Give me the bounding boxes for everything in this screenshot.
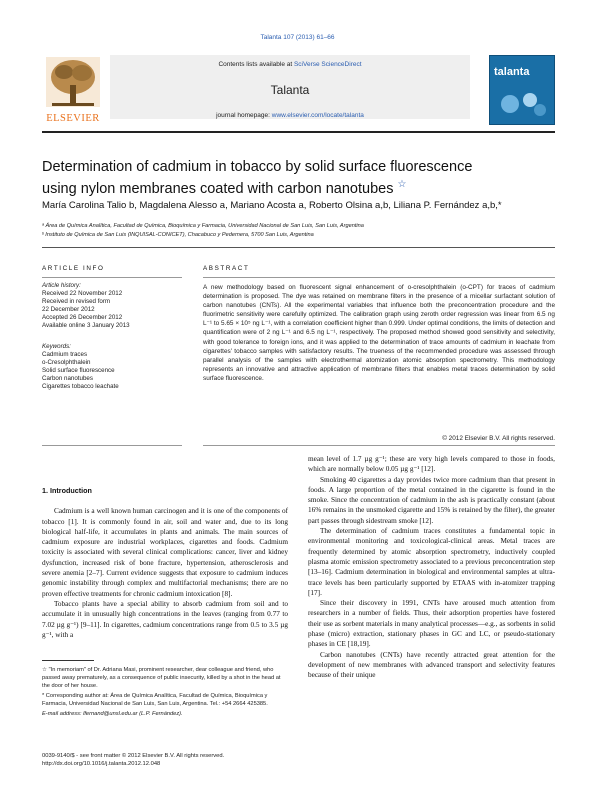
affiliation-a: ᵃ Área de Química Analítica, Facultad de Química, Bioquímica y Farmacia, Universidad Nacional de San Luis, San Luis, Argentina — [42, 223, 364, 229]
footnotes — [42, 666, 288, 720]
elsevier-wordmark: ELSEVIER — [46, 113, 100, 124]
article-info-rule — [42, 277, 182, 278]
body-column-left — [42, 486, 288, 640]
contents-line — [110, 61, 470, 68]
title-rule — [42, 247, 555, 248]
keyword-item: Carbon nanotubes — [42, 375, 93, 382]
section-heading: 1. Introduction — [42, 486, 92, 495]
elsevier-tree-icon — [42, 55, 104, 127]
elsevier-logo[interactable] — [42, 55, 104, 127]
cover-graphic-icon — [496, 88, 550, 120]
body-paragraph: Tobacco plants have a special ability to absorb cadmium from soil and to accumulate it in unusually high concentrations in the leaves (ranging from 0.77 to 7.02 µg g⁻¹) [9–11]. In cigarettes, cadmium concentrations range from 0.5 to 3.5 µg g⁻¹, with a — [42, 599, 288, 639]
journal-homepage-link[interactable]: www.elsevier.com/locate/talanta — [271, 112, 364, 119]
body-paragraph: The determination of cadmium traces constitutes a fundamental topic in environmental monitoring and toxicological-clinical areas. Metal traces are frequently determined by atomic absorption spectrometry, inductively coupled plasma atomic emission spectrometry associated to a previous preconcentration step [13–16]. Cadmium determination in biological and environmental samples at ultra-trace levels has been particularly supported by ETAAS with in-atomizer trapping [17]. — [308, 527, 555, 597]
sciencedirect-link[interactable]: SciVerse ScienceDirect — [293, 61, 362, 68]
history-entry: Received 22 November 2012 — [42, 290, 123, 297]
bottom-meta — [42, 752, 342, 769]
body-column-right — [308, 454, 555, 681]
article-history — [42, 282, 182, 330]
keyword-item: o-Cresolphthalein — [42, 359, 91, 366]
homepage-line — [110, 112, 470, 119]
keywords-label: Keywords: — [42, 343, 71, 350]
body-paragraph: Carbon nanotubes (CNTs) have recently attracted great attention for the development of new membranes with advanced transport and selectivity features because of their unique — [308, 650, 555, 680]
contents-prefix: Contents lists available at — [218, 61, 294, 68]
journal-header — [42, 55, 555, 129]
journal-reference[interactable]: Talanta 107 (2013) 61–66 — [260, 34, 335, 41]
abstract-rule — [203, 277, 555, 278]
body-paragraph: mean level of 1.7 µg g⁻¹; these are very high levels compared to those in foods, which are normally below 0.05 µg g⁻¹ [12]. — [308, 455, 555, 474]
history-entry: Available online 3 January 2013 — [42, 322, 130, 329]
corresponding-author-footnote: * Corresponding author at: Área de Química Analítica, Facultad de Química, Bioquímica y Farmacia, Universidad Nacional de San Luis, San Luis, Argentina. Tel.: +54 2664 425385. — [42, 693, 268, 707]
keyword-item: Solid surface fluorescence — [42, 367, 115, 374]
issn-line: 0039-9140/$ - see front matter © 2012 Elsevier B.V. All rights reserved. — [42, 753, 225, 759]
paper-title — [42, 158, 542, 198]
article-info-bottom-rule — [42, 445, 182, 446]
journal-title: Talanta — [270, 83, 310, 97]
title-line-1: Determination of cadmium in tobacco by solid surface fluorescence — [42, 159, 473, 175]
history-label: Article history: — [42, 282, 81, 289]
history-entry: Received in revised form — [42, 298, 111, 305]
journal-cover-thumbnail[interactable] — [489, 55, 555, 125]
keywords — [42, 343, 182, 391]
author-list: María Carolina Talio b, Magdalena Alesso a, Mariano Acosta a, Roberto Olsina a,b, Liliana P. Fernández a,b,* — [42, 200, 502, 211]
history-entry: 22 December 2012 — [42, 306, 95, 313]
email-footnote[interactable]: E-mail address: lfernand@unsl.edu.ar (L.P. Fernández). — [42, 711, 183, 717]
footnote-rule — [42, 660, 94, 661]
keyword-item: Cigarettes tobacco leachate — [42, 383, 119, 390]
memoriam-footnote: ☆ "In memoriam" of Dr. Adriana Masi, prominent researcher, dear colleague and friend, who passed away prematurely, as a consequence of public insecurity, killed by a shot in the head at the door of her house. — [42, 667, 281, 689]
journal-banner — [110, 55, 470, 119]
abstract-heading: ABSTRACT — [203, 265, 250, 272]
article-info-heading: ARTICLE INFO — [42, 265, 105, 272]
header-rule — [42, 131, 555, 133]
history-entry: Accepted 26 December 2012 — [42, 314, 123, 321]
keyword-item: Cadmium traces — [42, 351, 88, 358]
abstract-bottom-rule — [203, 445, 555, 446]
body-paragraph: Cadmium is a well known human carcinogen and it is one of the components of tobacco [1]. It is commonly found in air, soil and water and, due to its long biological half-life, it accumulates in plants and animals. The main sources of cadmium exposure are industrial workplaces, cigarettes and foods. Cadmium toxicity is associated with several clinical complications: cancer, liver and kidney dysfunction, increased risk of bone fracture, hypertension, atherosclerosis and severe anemia [2–7]. Current evidence suggests that exposure to cadmium induces genomic instability through complex and multifactorial mechanisms; there are no proven effective treatments for chronic cadmium intoxication [8]. — [42, 507, 288, 598]
abstract-copyright: © 2012 Elsevier B.V. All rights reserved. — [442, 435, 555, 442]
abstract-text: A new methodology based on fluorescent signal enhancement of o-cresolphthalein (o-CPT) for traces of cadmium determination is proposed. The dye was retained on membrane filters in the presence of a micellar surfactant solution of carbon nanotubes (CNTs). All the experimental variables that influence both the preconcentration procedure and the fluorimetric sensitivity were carefully optimized. The calibration graph using zeroth order regression was linear from 6.5 ng L⁻¹ to 5.65 × 10⁵ ng L⁻¹, with a correlation coefficient higher than 0.999. Under optimal conditions, the limits of detection and quantification were of 2 ng L⁻¹ and 6.5 ng L⁻¹, respectively. The proposed method showed good sensitivity and selectivity, with good tolerance to foreign ions, and it was applied to the determination of trace amounts of cadmium in leachate from cigarettes' tobacco samples with satisfactory results. The trueness of the recommended procedure was assessed through parallel analysis of the samples with electrothermal atomization atomic absorption spectrometry. This methodology represents an innovative and attractive application of membrane filters that enables metal traces determination by solid surface fluorescence. — [203, 284, 555, 382]
body-paragraph: Smoking 40 cigarettes a day provides twice more cadmium than that present in foods. A large proportion of the metal contained in the cigarette is found in the smoke. Since the concentration of cadmium in the ash is practically constant (about 16% remains in the unsmoked cigarette and 15% is retained by the filter), the greater part passes through sidestream smoke [12]. — [308, 475, 555, 525]
title-line-2: using nylon membranes coated with carbon nanotubes — [42, 180, 394, 197]
cover-label: talanta — [494, 66, 530, 78]
body-paragraph: Since their discovery in 1991, CNTs have aroused much attention from researchers in a number of fields. Thus, their adsorption properties have fostered their use as sorbent materials in many analytical processes—e.g., as sorbents in solid phase (micro) extraction, stationary phases in GC and LC, or pseudo-stationary phases in CE [18,19]. — [308, 599, 555, 649]
memoriam-star-icon[interactable]: ☆ — [397, 179, 407, 190]
affiliation-b: ᵇ Instituto de Química de San Luis (INQUISAL-CONICET), Chacabuco y Pedernera, 5700 San Luis, Argentina — [42, 232, 314, 238]
doi-link[interactable]: http://dx.doi.org/10.1016/j.talanta.2012.12.048 — [42, 761, 161, 768]
homepage-prefix: journal homepage: — [216, 112, 272, 119]
